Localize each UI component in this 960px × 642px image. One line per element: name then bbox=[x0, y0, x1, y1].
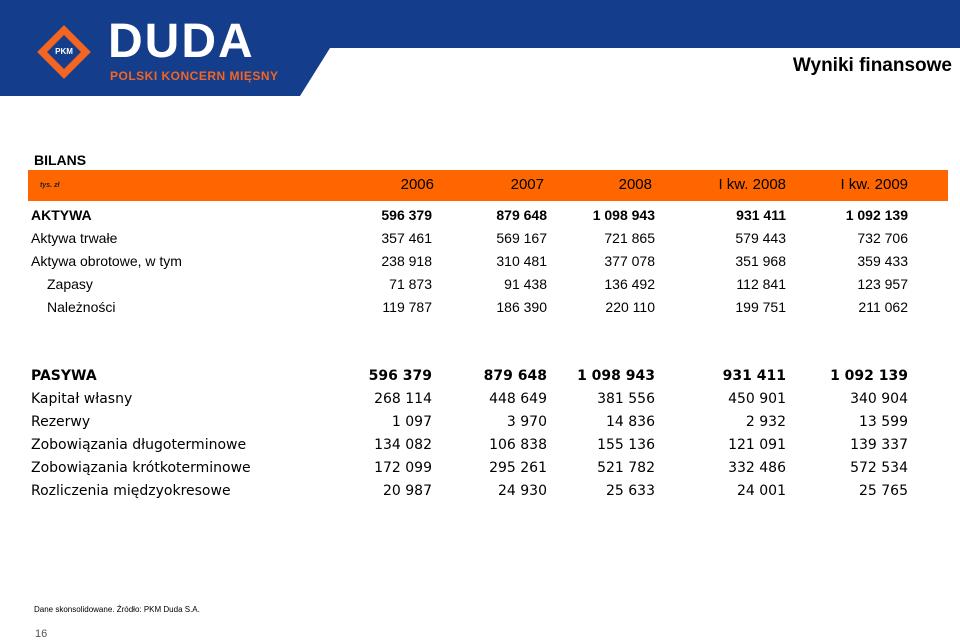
table-row bbox=[0, 414, 960, 436]
table-header-band bbox=[28, 170, 948, 201]
row-value: 879 648 bbox=[483, 368, 547, 384]
row-value: 155 136 bbox=[597, 437, 655, 453]
row-value: 134 082 bbox=[374, 437, 432, 453]
row-label: Rozliczenia międzyokresowe bbox=[31, 483, 231, 499]
row-label: Należności bbox=[47, 299, 116, 315]
footnote: Dane skonsolidowane. Źródło: PKM Duda S.A. bbox=[34, 605, 200, 614]
table-row bbox=[0, 460, 960, 482]
row-value: 91 438 bbox=[504, 276, 547, 292]
row-value: 340 904 bbox=[850, 391, 908, 407]
row-value: 596 379 bbox=[368, 368, 432, 384]
row-value: 71 873 bbox=[389, 276, 432, 292]
row-value: 24 930 bbox=[498, 483, 547, 499]
table-row bbox=[0, 483, 960, 505]
page-title: Wyniki finansowe bbox=[792, 55, 952, 76]
logo-subtitle: POLSKI KONCERN MIĘSNY bbox=[110, 69, 279, 83]
row-value: 199 751 bbox=[735, 299, 786, 315]
row-value: 119 787 bbox=[382, 299, 432, 315]
row-value: 2 932 bbox=[745, 414, 786, 430]
table-row bbox=[0, 207, 960, 229]
row-value: 596 379 bbox=[381, 207, 432, 223]
row-value: 377 078 bbox=[604, 253, 655, 269]
logo-wordmark: DUDA bbox=[108, 15, 255, 68]
row-value: 721 865 bbox=[604, 230, 655, 246]
row-label: AKTYWA bbox=[31, 207, 92, 223]
section-title: BILANS bbox=[34, 152, 87, 168]
row-value: 139 337 bbox=[850, 437, 908, 453]
logo-badge-text: PKM bbox=[55, 47, 73, 56]
table-row bbox=[0, 391, 960, 413]
row-value: 295 261 bbox=[489, 460, 547, 476]
row-label: Aktywa trwałe bbox=[31, 230, 118, 246]
row-value: 381 556 bbox=[597, 391, 655, 407]
column-header-q1-2008: I kw. 2008 bbox=[718, 176, 786, 193]
row-label: Zapasy bbox=[47, 276, 93, 292]
row-value: 112 841 bbox=[736, 276, 786, 292]
row-value: 220 110 bbox=[605, 299, 655, 315]
row-value: 732 706 bbox=[857, 230, 908, 246]
row-value: 3 970 bbox=[506, 414, 547, 430]
row-value: 1 092 139 bbox=[845, 207, 908, 223]
row-value: 106 838 bbox=[489, 437, 547, 453]
row-value: 357 461 bbox=[381, 230, 432, 246]
row-label: Zobowiązania krótkoterminowe bbox=[31, 460, 251, 476]
row-value: 25 765 bbox=[859, 483, 908, 499]
row-value: 359 433 bbox=[857, 253, 908, 269]
column-header-2008: 2008 bbox=[618, 176, 652, 193]
table-row bbox=[0, 253, 960, 275]
unit-label: tys. zł bbox=[40, 182, 60, 189]
column-header-2006: 2006 bbox=[400, 176, 434, 193]
header-banner bbox=[0, 0, 960, 96]
row-label: Aktywa obrotowe, w tym bbox=[31, 253, 182, 269]
row-label: PASYWA bbox=[31, 368, 97, 384]
table-row bbox=[0, 276, 960, 298]
row-value: 448 649 bbox=[489, 391, 547, 407]
page-number: 16 bbox=[35, 628, 48, 640]
row-value: 579 443 bbox=[735, 230, 786, 246]
row-value: 1 098 943 bbox=[577, 368, 655, 384]
header-logo-slant bbox=[300, 0, 360, 96]
row-value: 186 390 bbox=[496, 299, 547, 315]
row-value: 238 918 bbox=[381, 253, 432, 269]
row-value: 13 599 bbox=[859, 414, 908, 430]
row-label: Rezerwy bbox=[31, 414, 91, 430]
row-value: 268 114 bbox=[374, 391, 432, 407]
row-value: 25 633 bbox=[606, 483, 655, 499]
row-value: 1 098 943 bbox=[592, 207, 655, 223]
row-value: 931 411 bbox=[722, 368, 786, 384]
row-value: 20 987 bbox=[383, 483, 432, 499]
row-value: 521 782 bbox=[597, 460, 655, 476]
row-label: Kapitał własny bbox=[31, 391, 133, 407]
row-value: 172 099 bbox=[374, 460, 432, 476]
row-value: 1 097 bbox=[391, 414, 432, 430]
row-value: 450 901 bbox=[728, 391, 786, 407]
column-header-2007: 2007 bbox=[510, 176, 544, 193]
row-value: 351 968 bbox=[735, 253, 786, 269]
row-value: 121 091 bbox=[728, 437, 786, 453]
table-row bbox=[0, 437, 960, 459]
row-value: 572 534 bbox=[850, 460, 908, 476]
row-value: 14 836 bbox=[606, 414, 655, 430]
row-value: 569 167 bbox=[496, 230, 547, 246]
table-row bbox=[0, 230, 960, 252]
row-value: 1 092 139 bbox=[830, 368, 908, 384]
table-row bbox=[0, 368, 960, 390]
row-value: 24 001 bbox=[737, 483, 786, 499]
row-value: 136 492 bbox=[604, 276, 655, 292]
row-value: 931 411 bbox=[736, 207, 786, 223]
row-value: 123 957 bbox=[857, 276, 908, 292]
column-header-q1-2009: I kw. 2009 bbox=[840, 176, 908, 193]
row-value: 211 062 bbox=[858, 299, 908, 315]
row-value: 310 481 bbox=[496, 253, 547, 269]
row-label: Zobowiązania długoterminowe bbox=[31, 437, 247, 453]
row-value: 879 648 bbox=[496, 207, 547, 223]
row-value: 332 486 bbox=[728, 460, 786, 476]
table-row bbox=[0, 299, 960, 321]
